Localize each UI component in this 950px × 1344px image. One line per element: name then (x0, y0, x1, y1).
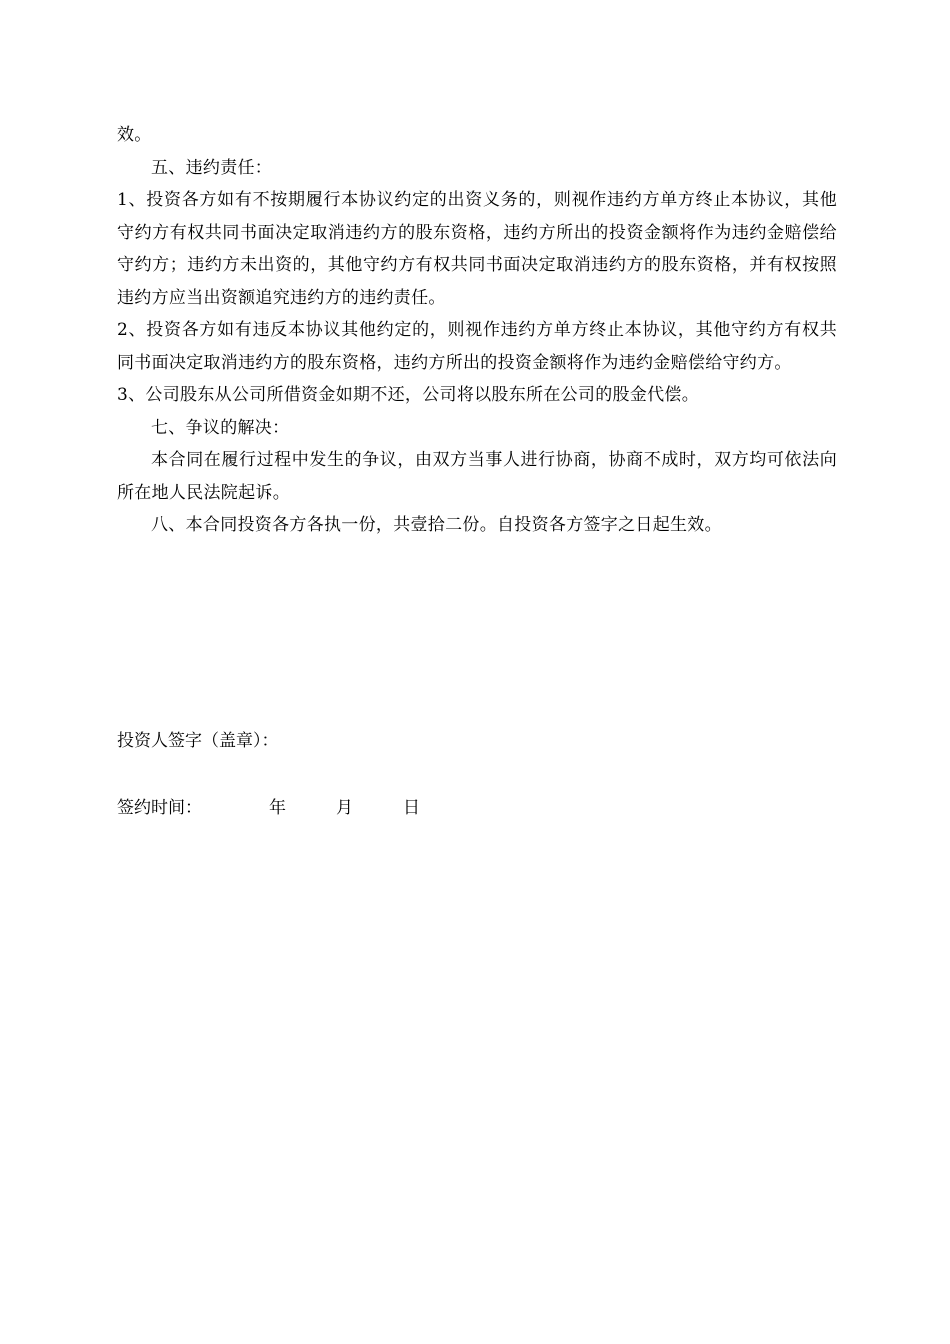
date-month-label: 月 (336, 798, 353, 818)
document-body (117, 119, 837, 542)
section-heading-breach-liability: 五、违约责任： (151, 157, 273, 178)
signing-date-label: 签约时间： (117, 798, 202, 818)
section-heading-dispute-resolution: 七、争议的解决： (151, 417, 290, 438)
investor-signature-label: 投资人签字（盖章）： (117, 731, 279, 751)
date-day-label: 日 (403, 798, 420, 818)
paragraph-continuation: 效。 (117, 125, 152, 145)
signature-block (117, 726, 837, 823)
section-copies-effective: 八、本合同投资各方各执一份，共壹拾二份。自投资各方签字之日起生效。 (151, 515, 722, 535)
clause-1: 1、投资各方如有不按期履行本协议约定的出资义务的，则视作违约方单方终止本协议，其他守约方有权共同书面决定取消违约方的股东资格，违约方所出的投资金额将作为违约金赔偿给守约方；违约方未出资的，其他守约方有权共同书面决定取消违约方的股东资格，并有权按照违约方应当出资额追究违约方的违约责任。 (117, 190, 837, 308)
clause-3: 3、公司股东从公司所借资金如期不还，公司将以股东所在公司的股金代偿。 (117, 385, 700, 405)
clause-2: 2、投资各方如有违反本协议其他约定的，则视作违约方单方终止本协议，其他守约方有权共同书面决定取消违约方的股东资格，违约方所出的投资金额将作为违约金赔偿给守约方。 (117, 320, 837, 373)
date-year-label: 年 (269, 798, 286, 818)
signing-date-line (117, 793, 837, 823)
dispute-resolution-text: 本合同在履行过程中发生的争议，由双方当事人进行协商，协商不成时，双方均可依法向所在地人民法院起诉。 (117, 450, 837, 503)
